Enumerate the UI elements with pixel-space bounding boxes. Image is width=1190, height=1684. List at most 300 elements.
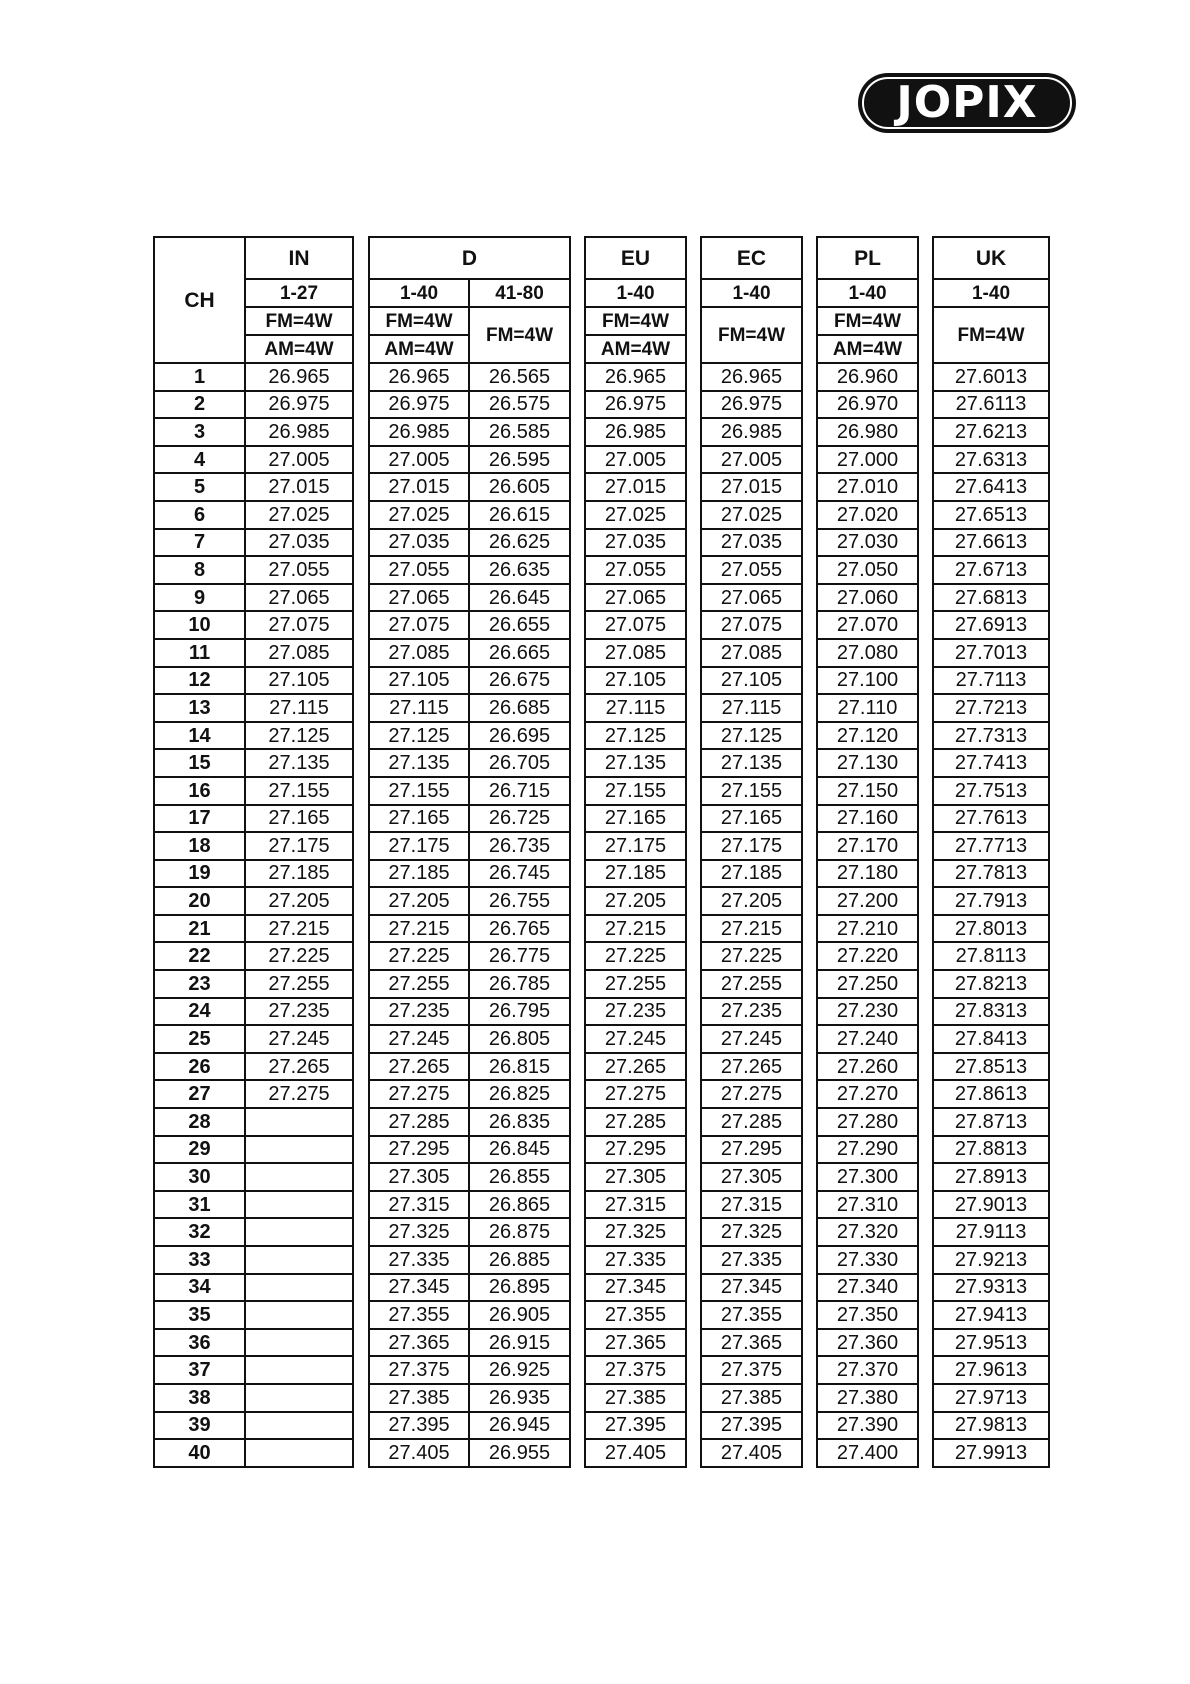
- channel-number: 31: [154, 1191, 245, 1219]
- column-gap: [918, 998, 933, 1026]
- column-gap: [353, 473, 369, 501]
- column-gap: [918, 1108, 933, 1136]
- freq-pl: 27.260: [817, 1053, 918, 1081]
- table-row: [154, 915, 1049, 943]
- freq-d-41-80: 26.915: [469, 1329, 570, 1357]
- column-gap: [686, 1080, 701, 1108]
- freq-d-1-40: 27.105: [369, 667, 469, 695]
- freq-d-41-80: 26.805: [469, 1025, 570, 1053]
- freq-d-41-80: 26.715: [469, 777, 570, 805]
- column-gap: [802, 860, 817, 888]
- freq-d-1-40: 27.335: [369, 1246, 469, 1274]
- column-gap: [918, 860, 933, 888]
- freq-eu: 27.075: [585, 611, 686, 639]
- range-d2: 41-80: [469, 279, 570, 307]
- column-gap: [353, 501, 369, 529]
- freq-d-41-80: 26.855: [469, 1163, 570, 1191]
- freq-in: 27.075: [245, 611, 353, 639]
- channel-number: 1: [154, 363, 245, 391]
- channel-number: 32: [154, 1218, 245, 1246]
- freq-ec: 27.125: [701, 722, 802, 750]
- freq-ec: 27.315: [701, 1191, 802, 1219]
- column-gap: [353, 942, 369, 970]
- freq-ec: 27.235: [701, 998, 802, 1026]
- freq-eu: 27.315: [585, 1191, 686, 1219]
- channel-number: 26: [154, 1053, 245, 1081]
- column-gap: [686, 915, 701, 943]
- freq-in: 27.085: [245, 639, 353, 667]
- freq-eu: 27.015: [585, 473, 686, 501]
- column-gap: [918, 667, 933, 695]
- freq-in: [245, 1163, 353, 1191]
- column-gap: [802, 639, 817, 667]
- column-gap: [570, 694, 585, 722]
- mode-fm-uk: FM=4W: [933, 307, 1049, 363]
- channel-number: 38: [154, 1384, 245, 1412]
- freq-ec: 27.305: [701, 1163, 802, 1191]
- column-gap: [353, 1025, 369, 1053]
- column-gap: [802, 391, 817, 419]
- column-gap: [802, 1246, 817, 1274]
- column-gap: [686, 777, 701, 805]
- table-row: [154, 667, 1049, 695]
- freq-d-1-40: 26.975: [369, 391, 469, 419]
- freq-ec: 27.205: [701, 887, 802, 915]
- freq-d-41-80: 26.935: [469, 1384, 570, 1412]
- range-pl: 1-40: [817, 279, 918, 307]
- freq-in: 27.105: [245, 667, 353, 695]
- freq-in: 27.275: [245, 1080, 353, 1108]
- channel-number: 34: [154, 1274, 245, 1302]
- column-gap: [686, 1053, 701, 1081]
- column-gap: [802, 1025, 817, 1053]
- column-gap: [353, 887, 369, 915]
- channel-number: 18: [154, 832, 245, 860]
- column-gap: [353, 1136, 369, 1164]
- column-gap: [570, 501, 585, 529]
- column-gap: [918, 556, 933, 584]
- column-gap: [802, 363, 817, 391]
- column-gap: [918, 942, 933, 970]
- freq-uk: 27.9713: [933, 1384, 1049, 1412]
- column-gap: [918, 1439, 933, 1467]
- column-gap: [918, 391, 933, 419]
- column-gap: [570, 1218, 585, 1246]
- freq-d-41-80: 26.825: [469, 1080, 570, 1108]
- column-gap: [353, 1108, 369, 1136]
- freq-in: 27.125: [245, 722, 353, 750]
- column-gap: [686, 1246, 701, 1274]
- freq-uk: 27.6013: [933, 363, 1049, 391]
- freq-d-1-40: 27.125: [369, 722, 469, 750]
- freq-pl: 27.050: [817, 556, 918, 584]
- freq-d-1-40: 27.055: [369, 556, 469, 584]
- channel-number: 27: [154, 1080, 245, 1108]
- column-gap: [918, 529, 933, 557]
- freq-pl: 26.980: [817, 418, 918, 446]
- freq-in: 27.015: [245, 473, 353, 501]
- freq-eu: 27.305: [585, 1163, 686, 1191]
- column-gap: [918, 915, 933, 943]
- header-uk: UK: [933, 237, 1049, 279]
- column-gap: [570, 473, 585, 501]
- freq-ec: 27.015: [701, 473, 802, 501]
- freq-pl: 27.340: [817, 1274, 918, 1302]
- mode-am-in: AM=4W: [245, 335, 353, 363]
- freq-in: 27.205: [245, 887, 353, 915]
- freq-d-41-80: 26.815: [469, 1053, 570, 1081]
- freq-d-41-80: 26.905: [469, 1301, 570, 1329]
- freq-eu: 27.025: [585, 501, 686, 529]
- column-gap: [353, 1329, 369, 1357]
- table-row: [154, 1439, 1049, 1467]
- freq-uk: 27.6813: [933, 584, 1049, 612]
- table-row: [154, 749, 1049, 777]
- freq-d-41-80: 26.945: [469, 1412, 570, 1440]
- freq-d-1-40: 27.345: [369, 1274, 469, 1302]
- column-gap: [353, 1274, 369, 1302]
- column-gap: [570, 418, 585, 446]
- column-gap: [570, 887, 585, 915]
- table-row: [154, 942, 1049, 970]
- column-gap: [353, 667, 369, 695]
- freq-in: 27.165: [245, 805, 353, 833]
- freq-d-41-80: 26.685: [469, 694, 570, 722]
- freq-uk: 27.6313: [933, 446, 1049, 474]
- table-row: [154, 1218, 1049, 1246]
- column-gap: [686, 667, 701, 695]
- freq-eu: 27.265: [585, 1053, 686, 1081]
- freq-pl: 27.300: [817, 1163, 918, 1191]
- column-gap: [570, 446, 585, 474]
- freq-pl: 27.270: [817, 1080, 918, 1108]
- freq-ec: 27.325: [701, 1218, 802, 1246]
- column-gap: [570, 998, 585, 1026]
- column-gap: [686, 722, 701, 750]
- column-gap: [353, 722, 369, 750]
- column-gap: [802, 1412, 817, 1440]
- freq-uk: 27.7913: [933, 887, 1049, 915]
- mode-fm-pl: FM=4W: [817, 307, 918, 335]
- column-gap: [802, 584, 817, 612]
- channel-number: 19: [154, 860, 245, 888]
- freq-d-1-40: 27.305: [369, 1163, 469, 1191]
- table-row: [154, 777, 1049, 805]
- column-gap: [570, 1108, 585, 1136]
- column-gap: [353, 749, 369, 777]
- mode-fm-d2: FM=4W: [469, 307, 570, 363]
- column-gap: [918, 1301, 933, 1329]
- freq-ec: 27.075: [701, 611, 802, 639]
- freq-d-41-80: 26.635: [469, 556, 570, 584]
- column-gap: [918, 722, 933, 750]
- column-gap: [686, 970, 701, 998]
- freq-in: 27.135: [245, 749, 353, 777]
- column-gap: [353, 1080, 369, 1108]
- column-gap: [570, 237, 585, 363]
- column-gap: [686, 529, 701, 557]
- freq-pl: 27.370: [817, 1356, 918, 1384]
- freq-uk: 27.9913: [933, 1439, 1049, 1467]
- freq-ec: 27.115: [701, 694, 802, 722]
- column-gap: [570, 1329, 585, 1357]
- column-gap: [686, 363, 701, 391]
- channel-number: 11: [154, 639, 245, 667]
- freq-ec: 27.225: [701, 942, 802, 970]
- header-pl: PL: [817, 237, 918, 279]
- freq-ec: 27.395: [701, 1412, 802, 1440]
- freq-eu: 27.115: [585, 694, 686, 722]
- freq-ec: 27.345: [701, 1274, 802, 1302]
- freq-d-1-40: 27.215: [369, 915, 469, 943]
- freq-ec: 27.025: [701, 501, 802, 529]
- channel-number: 35: [154, 1301, 245, 1329]
- freq-ec: 27.165: [701, 805, 802, 833]
- freq-ec: 27.385: [701, 1384, 802, 1412]
- table-row: [154, 1356, 1049, 1384]
- range-in: 1-27: [245, 279, 353, 307]
- freq-d-1-40: 27.015: [369, 473, 469, 501]
- column-gap: [918, 1218, 933, 1246]
- freq-d-41-80: 26.575: [469, 391, 570, 419]
- freq-in: [245, 1301, 353, 1329]
- column-gap: [686, 584, 701, 612]
- freq-d-1-40: 27.325: [369, 1218, 469, 1246]
- freq-eu: 27.165: [585, 805, 686, 833]
- freq-d-41-80: 26.585: [469, 418, 570, 446]
- freq-d-1-40: 27.245: [369, 1025, 469, 1053]
- freq-d-41-80: 26.595: [469, 446, 570, 474]
- freq-eu: 27.235: [585, 998, 686, 1026]
- column-gap: [570, 529, 585, 557]
- freq-d-1-40: 27.185: [369, 860, 469, 888]
- column-gap: [918, 611, 933, 639]
- freq-eu: 27.155: [585, 777, 686, 805]
- column-gap: [570, 1274, 585, 1302]
- column-gap: [686, 1218, 701, 1246]
- freq-pl: 27.180: [817, 860, 918, 888]
- freq-eu: 27.345: [585, 1274, 686, 1302]
- freq-pl: 27.290: [817, 1136, 918, 1164]
- column-gap: [802, 556, 817, 584]
- column-gap: [570, 805, 585, 833]
- freq-eu: 27.355: [585, 1301, 686, 1329]
- column-gap: [918, 473, 933, 501]
- freq-pl: 27.130: [817, 749, 918, 777]
- freq-pl: 27.320: [817, 1218, 918, 1246]
- freq-in: [245, 1191, 353, 1219]
- freq-in: 27.265: [245, 1053, 353, 1081]
- table-row: [154, 1025, 1049, 1053]
- channel-number: 5: [154, 473, 245, 501]
- freq-in: 27.025: [245, 501, 353, 529]
- freq-d-41-80: 26.755: [469, 887, 570, 915]
- column-gap: [802, 1080, 817, 1108]
- column-gap: [353, 1191, 369, 1219]
- freq-d-1-40: 27.375: [369, 1356, 469, 1384]
- freq-d-1-40: 27.065: [369, 584, 469, 612]
- column-gap: [918, 1246, 933, 1274]
- channel-number: 21: [154, 915, 245, 943]
- freq-pl: 27.220: [817, 942, 918, 970]
- column-gap: [686, 501, 701, 529]
- column-gap: [353, 418, 369, 446]
- freq-d-41-80: 26.925: [469, 1356, 570, 1384]
- freq-in: [245, 1108, 353, 1136]
- freq-uk: 27.7313: [933, 722, 1049, 750]
- freq-ec: 27.105: [701, 667, 802, 695]
- column-gap: [918, 1412, 933, 1440]
- channel-number: 2: [154, 391, 245, 419]
- table-row: [154, 970, 1049, 998]
- column-gap: [686, 1412, 701, 1440]
- column-gap: [570, 942, 585, 970]
- freq-uk: 27.7113: [933, 667, 1049, 695]
- freq-d-41-80: 26.665: [469, 639, 570, 667]
- freq-pl: 27.010: [817, 473, 918, 501]
- column-gap: [686, 1191, 701, 1219]
- column-gap: [353, 1301, 369, 1329]
- freq-eu: 26.975: [585, 391, 686, 419]
- mode-am-eu: AM=4W: [585, 335, 686, 363]
- column-gap: [686, 832, 701, 860]
- freq-pl: 27.060: [817, 584, 918, 612]
- freq-in: 27.235: [245, 998, 353, 1026]
- freq-uk: 27.9213: [933, 1246, 1049, 1274]
- freq-uk: 27.6913: [933, 611, 1049, 639]
- column-gap: [802, 805, 817, 833]
- column-gap: [353, 832, 369, 860]
- table-row: [154, 722, 1049, 750]
- column-gap: [686, 942, 701, 970]
- cb-frequency-table: [153, 236, 1050, 1468]
- channel-number: 17: [154, 805, 245, 833]
- column-gap: [686, 1384, 701, 1412]
- column-gap: [686, 1439, 701, 1467]
- freq-d-1-40: 27.135: [369, 749, 469, 777]
- freq-ec: 27.275: [701, 1080, 802, 1108]
- freq-eu: 27.225: [585, 942, 686, 970]
- freq-d-1-40: 27.285: [369, 1108, 469, 1136]
- column-gap: [918, 584, 933, 612]
- freq-uk: 27.9413: [933, 1301, 1049, 1329]
- channel-number: 36: [154, 1329, 245, 1357]
- column-gap: [802, 473, 817, 501]
- freq-ec: 26.985: [701, 418, 802, 446]
- freq-eu: 27.125: [585, 722, 686, 750]
- header-ec: EC: [701, 237, 802, 279]
- ch-header: CH: [154, 237, 245, 363]
- freq-d-1-40: 27.075: [369, 611, 469, 639]
- column-gap: [353, 639, 369, 667]
- freq-d-41-80: 26.565: [469, 363, 570, 391]
- freq-uk: 27.8013: [933, 915, 1049, 943]
- freq-d-41-80: 26.655: [469, 611, 570, 639]
- column-gap: [802, 667, 817, 695]
- mode-fm-ec: FM=4W: [701, 307, 802, 363]
- freq-uk: 27.9513: [933, 1329, 1049, 1357]
- freq-pl: 27.380: [817, 1384, 918, 1412]
- column-gap: [570, 1080, 585, 1108]
- column-gap: [686, 694, 701, 722]
- freq-pl: 27.070: [817, 611, 918, 639]
- table-row: [154, 556, 1049, 584]
- freq-eu: 27.175: [585, 832, 686, 860]
- mode-am-pl: AM=4W: [817, 335, 918, 363]
- freq-pl: 26.970: [817, 391, 918, 419]
- column-gap: [570, 584, 585, 612]
- column-gap: [353, 805, 369, 833]
- table-row: [154, 1412, 1049, 1440]
- column-gap: [918, 1274, 933, 1302]
- freq-d-1-40: 27.385: [369, 1384, 469, 1412]
- freq-in: [245, 1274, 353, 1302]
- range-uk: 1-40: [933, 279, 1049, 307]
- column-gap: [918, 418, 933, 446]
- mode-fm-in: FM=4W: [245, 307, 353, 335]
- column-gap: [570, 391, 585, 419]
- column-gap: [918, 777, 933, 805]
- freq-in: 27.225: [245, 942, 353, 970]
- channel-number: 39: [154, 1412, 245, 1440]
- column-gap: [918, 1080, 933, 1108]
- freq-ec: 27.215: [701, 915, 802, 943]
- channel-number: 10: [154, 611, 245, 639]
- jopix-logo: [858, 73, 1076, 133]
- freq-ec: 27.295: [701, 1136, 802, 1164]
- freq-pl: 27.240: [817, 1025, 918, 1053]
- column-gap: [802, 970, 817, 998]
- freq-uk: 27.8213: [933, 970, 1049, 998]
- freq-ec: 27.355: [701, 1301, 802, 1329]
- freq-ec: 27.265: [701, 1053, 802, 1081]
- column-gap: [802, 1384, 817, 1412]
- freq-pl: 27.170: [817, 832, 918, 860]
- column-gap: [918, 832, 933, 860]
- table-row: [154, 611, 1049, 639]
- freq-d-41-80: 26.885: [469, 1246, 570, 1274]
- freq-eu: 27.395: [585, 1412, 686, 1440]
- freq-d-1-40: 27.255: [369, 970, 469, 998]
- freq-eu: 27.105: [585, 667, 686, 695]
- freq-eu: 27.325: [585, 1218, 686, 1246]
- freq-in: 27.115: [245, 694, 353, 722]
- channel-number: 3: [154, 418, 245, 446]
- freq-uk: 27.8913: [933, 1163, 1049, 1191]
- freq-pl: 27.330: [817, 1246, 918, 1274]
- table-row: [154, 501, 1049, 529]
- channel-number: 30: [154, 1163, 245, 1191]
- column-gap: [353, 446, 369, 474]
- column-gap: [802, 1274, 817, 1302]
- freq-uk: 27.7713: [933, 832, 1049, 860]
- freq-uk: 27.8413: [933, 1025, 1049, 1053]
- column-gap: [570, 832, 585, 860]
- column-gap: [802, 1329, 817, 1357]
- freq-pl: 27.120: [817, 722, 918, 750]
- column-gap: [570, 363, 585, 391]
- freq-d-1-40: 27.205: [369, 887, 469, 915]
- freq-uk: 27.8513: [933, 1053, 1049, 1081]
- column-gap: [570, 915, 585, 943]
- freq-in: 27.155: [245, 777, 353, 805]
- column-gap: [353, 363, 369, 391]
- column-gap: [353, 1053, 369, 1081]
- column-gap: [918, 1163, 933, 1191]
- freq-ec: 27.255: [701, 970, 802, 998]
- table-row: [154, 473, 1049, 501]
- freq-d-41-80: 26.955: [469, 1439, 570, 1467]
